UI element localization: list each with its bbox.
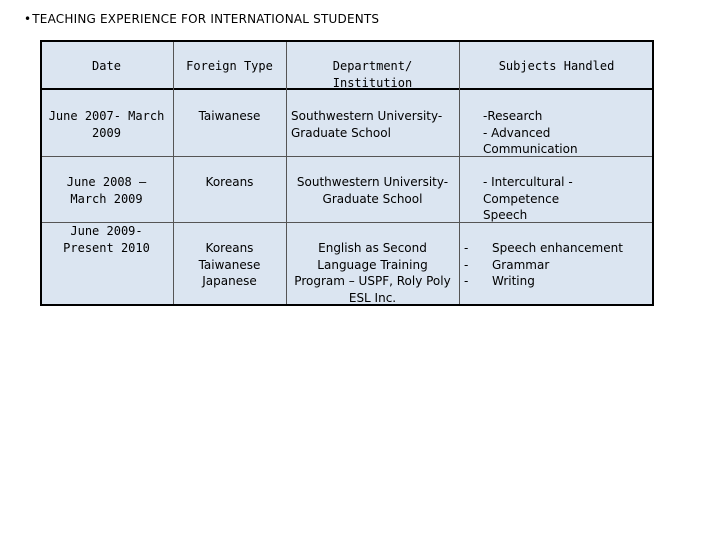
teaching-experience-table	[40, 40, 654, 306]
column-divider-3	[459, 40, 460, 306]
row3-foreign-type: Koreans Taiwanese Japanese	[198, 241, 261, 288]
header-subjects: Subjects Handled	[498, 59, 615, 73]
row3-department: English as Second Language Training Program – USPF, Roly Poly ESL Inc.	[294, 241, 451, 305]
header-department: Department/ Institution	[332, 59, 413, 90]
title-text: TEACHING EXPERIENCE FOR INTERNATIONAL STUDENTS	[32, 12, 380, 26]
row1-subjects: -Research - Advanced Communication	[483, 109, 578, 156]
title-bullet: •	[24, 12, 32, 26]
row2-foreign-type: Koreans	[205, 175, 254, 189]
page-title	[24, 12, 379, 26]
row2-subjects: - Intercultural - Competence Speech	[483, 175, 573, 222]
row3-subject-bullets: - - -	[464, 241, 469, 288]
row2-date: June 2008 – March 2009	[66, 175, 147, 206]
row1-foreign-type: Taiwanese	[198, 109, 261, 123]
header-date: Date	[92, 59, 121, 73]
row2-department: Southwestern University- Graduate School	[296, 175, 449, 206]
row3-date: June 2009- Present 2010	[63, 224, 150, 255]
row3-subjects: Speech enhancement Grammar Writing	[492, 241, 623, 288]
row1-date: June 2007- March 2009	[48, 109, 165, 140]
row1-department: Southwestern University- Graduate School	[291, 109, 443, 140]
header-foreign-type: Foreign Type	[186, 59, 273, 73]
